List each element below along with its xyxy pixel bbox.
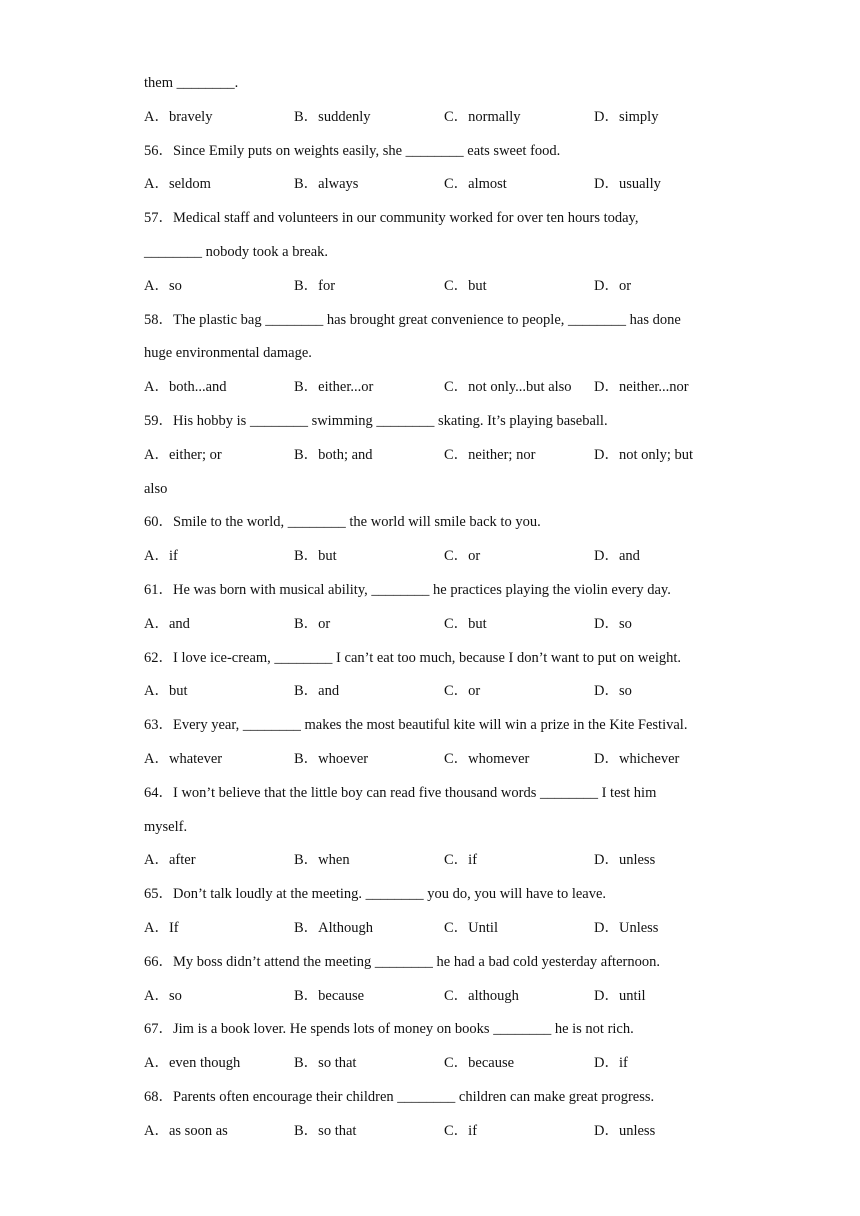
answer-option-b: B．Although: [294, 920, 373, 936]
answer-option-a: A．both...and: [144, 379, 227, 395]
answer-option-a: A．and: [144, 616, 190, 632]
answer-option-d: D．or: [594, 278, 632, 294]
answer-option-c: C．if: [444, 1123, 478, 1139]
answer-option-b: B．or: [294, 616, 331, 632]
answer-option-d: D．usually: [594, 176, 661, 192]
question-text-line: huge environmental damage.: [144, 345, 312, 361]
answer-option-b: B．suddenly: [294, 109, 371, 125]
answer-option-a: A．If: [144, 920, 179, 936]
answer-option-b: B．when: [294, 852, 350, 868]
answer-option-d: D．not only; but: [594, 447, 694, 463]
answer-option-c: C．or: [444, 683, 481, 699]
answer-option-b: B．and: [294, 683, 340, 699]
answer-option-d: D．simply: [594, 109, 659, 125]
answer-option-d: D．unless: [594, 852, 656, 868]
answer-option-b: B．but: [294, 548, 337, 564]
answer-option-d: D．and: [594, 548, 640, 564]
question-text-line: myself.: [144, 819, 188, 835]
answer-option-c: C．although: [444, 988, 519, 1004]
answer-option-d: D．so: [594, 616, 632, 632]
answer-option-d: D．whichever: [594, 751, 680, 767]
answer-option-a: A．if: [144, 548, 178, 564]
answer-option-c: C．whomever: [444, 751, 530, 767]
answer-option-b: B．because: [294, 988, 365, 1004]
answer-option-a: A．as soon as: [144, 1123, 228, 1139]
question-text-line: them ________.: [144, 75, 239, 91]
answer-option-b: B．either...or: [294, 379, 374, 395]
question-text-line: 66．My boss didn’t attend the meeting ________ he had a bad cold yesterday afternoon.: [144, 954, 660, 970]
answer-option-a: A．after: [144, 852, 196, 868]
answer-option-b: B．so that: [294, 1055, 357, 1071]
answer-option-a: A．so: [144, 278, 182, 294]
question-text-line: 56．Since Emily puts on weights easily, she ________ eats sweet food.: [144, 143, 561, 159]
answer-option-d: D．so: [594, 683, 632, 699]
answer-option-a: A．so: [144, 988, 182, 1004]
answer-option-d: D．Unless: [594, 920, 659, 936]
answer-option-a: A．but: [144, 683, 188, 699]
answer-option-d: D．if: [594, 1055, 628, 1071]
answer-option-b: B．whoever: [294, 751, 369, 767]
question-text-line: 63．Every year, ________ makes the most beautiful kite will win a prize in the Kite Festival.: [144, 717, 688, 733]
answer-option-c: C．but: [444, 616, 487, 632]
question-text-line: 58．The plastic bag ________ has brought great convenience to people, ________ has done: [144, 312, 681, 328]
answer-option-c: C．but: [444, 278, 487, 294]
question-text-line: 57．Medical staff and volunteers in our community worked for over ten hours today,: [144, 210, 639, 226]
answer-option-c: C．because: [444, 1055, 515, 1071]
answer-option-b: B．always: [294, 176, 359, 192]
question-text-line: also: [144, 481, 168, 497]
answer-option-b: B．for: [294, 278, 336, 294]
answer-option-c: C．not only...but also: [444, 379, 572, 395]
question-text-line: 64．I won’t believe that the little boy can read five thousand words ________ I test him: [144, 785, 657, 801]
answer-option-d: D．until: [594, 988, 646, 1004]
answer-option-b: B．so that: [294, 1123, 357, 1139]
question-text-line: 65．Don’t talk loudly at the meeting. ________ you do, you will have to leave.: [144, 886, 607, 902]
question-text-line: 61．He was born with musical ability, ________ he practices playing the violin every day.: [144, 582, 671, 598]
question-text-line: 60．Smile to the world, ________ the world will smile back to you.: [144, 514, 541, 530]
question-text-line: 59．His hobby is ________ swimming ________ skating. It’s playing baseball.: [144, 413, 608, 429]
answer-option-d: D．neither...nor: [594, 379, 689, 395]
answer-option-a: A．even though: [144, 1055, 241, 1071]
question-text-line: ________ nobody took a break.: [144, 244, 329, 260]
question-text-line: 62．I love ice-cream, ________ I can’t eat too much, because I don’t want to put on weight.: [144, 650, 682, 666]
answer-option-b: B．both; and: [294, 447, 373, 463]
answer-option-a: A．either; or: [144, 447, 222, 463]
question-text-line: 68．Parents often encourage their children ________ children can make great progress.: [144, 1089, 655, 1105]
answer-option-c: C．if: [444, 852, 478, 868]
answer-option-a: A．bravely: [144, 109, 213, 125]
answer-option-d: D．unless: [594, 1123, 656, 1139]
answer-option-c: C．normally: [444, 109, 521, 125]
answer-option-a: A．whatever: [144, 751, 223, 767]
answer-option-c: C．or: [444, 548, 481, 564]
answer-option-c: C．Until: [444, 920, 498, 936]
question-text-line: 67．Jim is a book lover. He spends lots of money on books ________ he is not rich.: [144, 1021, 634, 1037]
answer-option-c: C．neither; nor: [444, 447, 536, 463]
answer-option-c: C．almost: [444, 176, 507, 192]
answer-option-a: A．seldom: [144, 176, 211, 192]
